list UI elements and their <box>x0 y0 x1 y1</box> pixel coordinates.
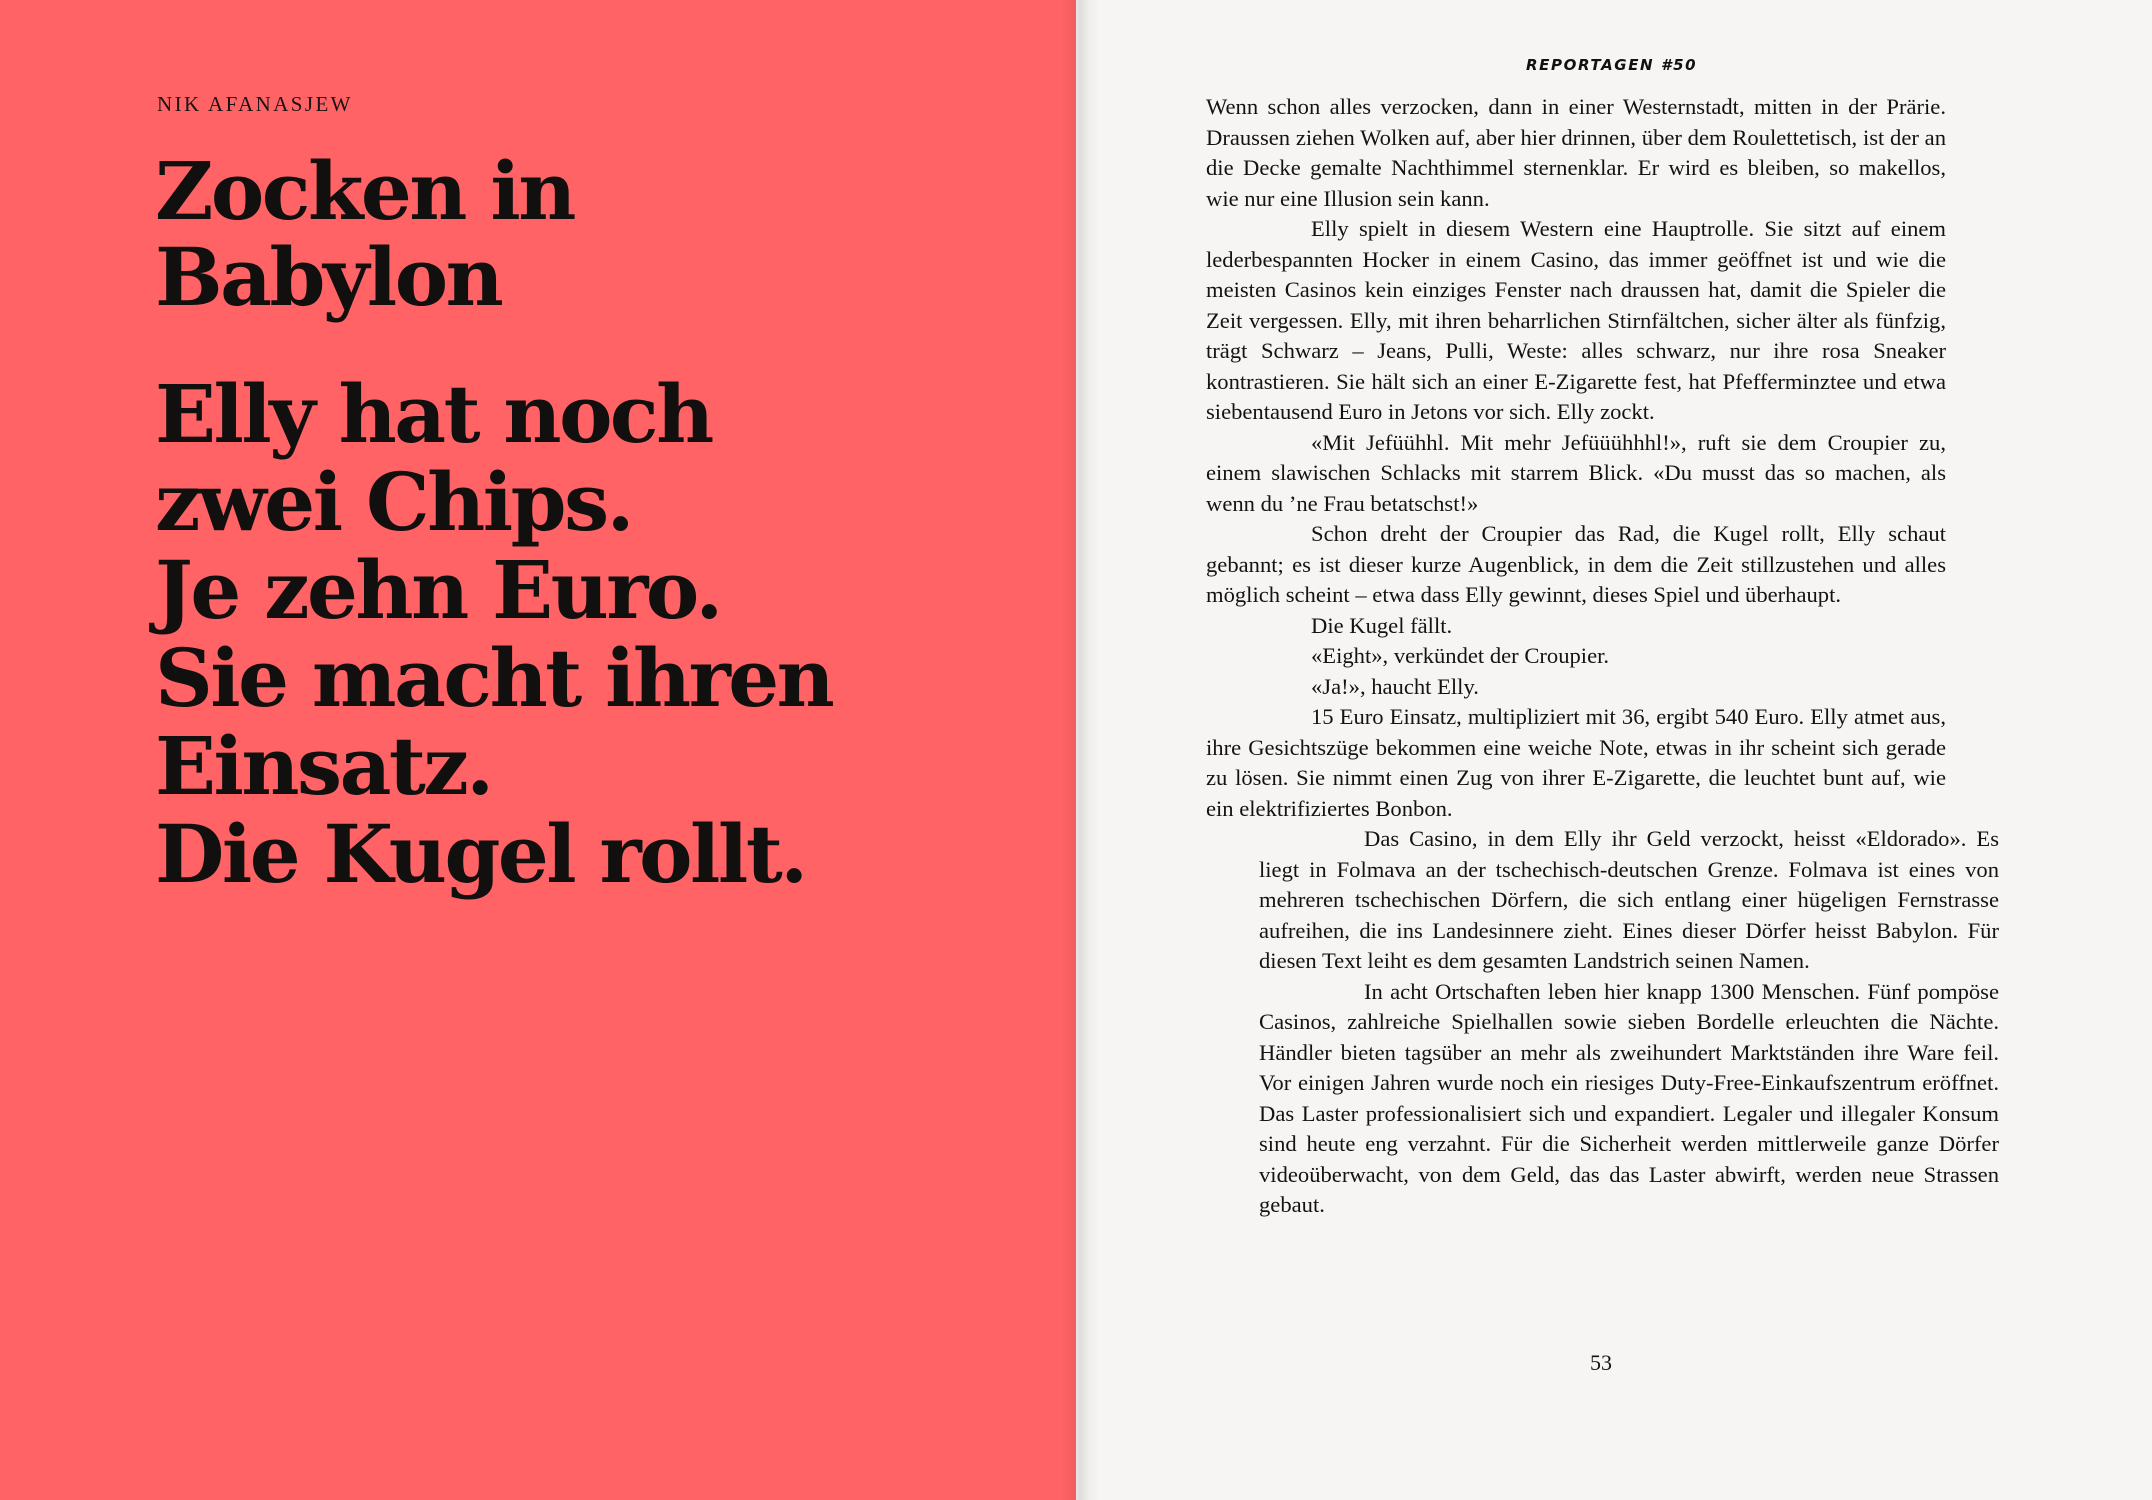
lede-line: Je zehn Euro. <box>155 543 721 637</box>
body-paragraph: Wenn schon alles verzocken, dann in einer Westernstadt, mitten in der Prärie. Draussen ziehen Wolken auf, aber hier drinnen, über dem Roulettetisch, ist der an die Decke gemalte Nachthimmel sternenklar. Er wird es bleiben, so makellos, wie nur eine Illusion sein kann. <box>1206 94 1946 211</box>
page-number: 53 <box>1590 1350 1612 1375</box>
title-line: Babylon <box>155 230 502 324</box>
lede-line: Die Kugel rollt. <box>155 807 806 901</box>
lede-line: Einsatz. <box>155 719 492 813</box>
body-paragraph: Die Kugel fällt. <box>1311 612 1453 638</box>
lede-line: zwei Chips. <box>155 455 632 549</box>
body-continuation <box>1259 824 1999 1221</box>
body-paragraph: 15 Euro Einsatz, multipliziert mit 36, ergibt 540 Euro. Elly atmet aus, ihre Gesichtszüge bekommen eine weiche Note, etwas in ihr scheint sich gerade zu lösen. Sie nimmt einen Zug von ihrer E-Zigarette, die leuchtet bunt auf, wie ein elektrifiziertes Bonbon. <box>1206 704 1946 821</box>
article-lede <box>155 367 833 901</box>
lede-line: Elly hat noch <box>155 367 712 461</box>
body-paragraph: Elly spielt in diesem Western eine Hauptrolle. Sie sitzt auf einem lederbespannten Hocker in einem Casino, das immer geöffnet ist und wie die meisten Casinos kein einziges Fenster nach draussen hat, damit die Spieler die Zeit vergessen. Elly, mit ihren beharrlichen Stirnfältchen, sicher älter als fünfzig, trägt Schwarz – Jeans, Pulli, Weste: alles schwarz, nur ihre rosa Sneaker kontrastieren. Sie hält sich an einer E-Zigarette fest, hat Pfefferminztee und etwa siebentausend Euro in Jetons vor sich. Elly zockt. <box>1206 216 1946 424</box>
body-paragraph: Das Casino, in dem Elly ihr Geld verzockt, heisst «Eldorado». Es liegt in Folmava an der tschechisch-deutschen Grenze. Folmava ist eines von mehreren tschechischen Dörfern, die sich entlang einer hügeligen Fernstrasse aufreihen, die ins Landesinnere zieht. Eines dieser Dörfer heisst Babylon. Für diesen Text leiht es dem gesamten Landstrich seinen Namen. <box>1259 826 1999 973</box>
author-name: NIK AFANASJEW <box>157 92 353 116</box>
running-head: REPORTAGEN #50 <box>1526 56 1698 74</box>
body-paragraph: «Mit Jefüühhl. Mit mehr Jefüüühhhl!», ruft sie dem Croupier zu, einem slawischen Schlacks mit starrem Blick. «Du musst das so machen, als wenn du ’ne Frau betatschst!» <box>1206 429 1946 516</box>
title-line: Zocken in <box>155 144 574 238</box>
article-title <box>155 144 574 324</box>
body-paragraph: In acht Ortschaften leben hier knapp 1300 Menschen. Fünf pompöse Casinos, zahlreiche Spielhallen sowie sieben Bordelle erleuchten die Nächte. Händler bieten tagsüber an mehr als zweihundert Marktständen ihre Ware feil. Vor einigen Jahren wurde noch ein riesiges Duty-Free-Einkaufszentrum eröffnet. Das Laster professionalisiert sich und expandiert. Legaler und illegaler Konsum sind heute eng verzahnt. Für die Sicherheit werden mittlerweile ganze Dörfer videoüberwacht, von dem Geld, das das Laster abwirft, werden neue Strassen gebaut. <box>1259 978 1999 1217</box>
lede-line: Sie macht ihren <box>155 631 833 725</box>
article-body <box>1206 92 1999 1221</box>
body-paragraph: «Eight», verkündet der Croupier. <box>1311 643 1610 668</box>
body-paragraph: Schon dreht der Croupier das Rad, die Kugel rollt, Elly schaut gebannt; es ist dieser kurze Augenblick, in dem die Zeit stillzustehen und alles möglich scheint – etwa dass Elly gewinnt, dieses Spiel und überhaupt. <box>1206 521 1946 607</box>
body-paragraph: «Ja!», haucht Elly. <box>1311 673 1479 699</box>
